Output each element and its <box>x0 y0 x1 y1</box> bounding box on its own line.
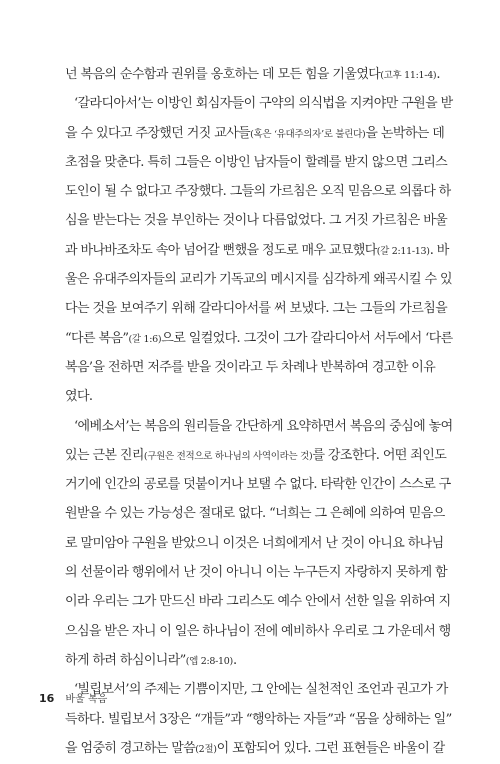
text-line <box>65 587 451 616</box>
text-line <box>65 441 447 470</box>
line-text: 심을 받는다는 것을 부인하는 것이나 다름없었다. 그 거짓 가르침은 바울 <box>65 213 448 229</box>
text-line <box>65 412 453 441</box>
text-line <box>65 236 449 265</box>
running-title: 바울 복음 <box>65 694 108 705</box>
text-line <box>65 705 452 734</box>
page-number: 16 <box>39 692 55 705</box>
line-text: 하게 하려 하심이니라” <box>65 652 186 668</box>
text-line <box>65 617 451 646</box>
line-text: 초점을 맞춘다. 특히 그들은 이방인 남자들이 할례를 받지 않으면 그리스 <box>65 154 448 170</box>
line-text: 이라 우리는 그가 만드신 바라 그리스도 예수 안에서 선한 일을 위하여 지 <box>65 594 451 610</box>
line-text: 도인이 될 수 없다고 주장했다. 그들의 가르침은 오직 믿음으로 의롭다 하 <box>65 184 451 200</box>
line-text-continued: . <box>436 67 440 82</box>
line-annotation: (고후 11:1-4) <box>380 70 437 81</box>
line-text: 득하다. 빌립보서 3장은 “개들”과 “행악하는 자들”과 “몸을 상해하는 일” <box>65 711 452 727</box>
text-line <box>65 60 440 89</box>
text-line <box>65 89 453 118</box>
line-text: 의 선물이라 행위에서 난 것이 아니니 이는 누구든지 자랑하지 못하게 함 <box>65 565 448 581</box>
line-annotation: (갈 1:6) <box>128 333 162 345</box>
line-text: 으심을 받은 자니 이 일은 하나님이 전에 예비하사 우리로 그 가운데서 행 <box>65 623 451 639</box>
line-text-continued: 이 포함되어 있다. 그런 표현들은 바울이 갈 <box>216 740 445 756</box>
line-text: “다른 복음” <box>65 330 129 346</box>
text-line <box>65 148 448 177</box>
line-annotation: (혹은 ‘유대주의자’로 불린다) <box>250 128 366 140</box>
line-text-continued: . <box>232 652 237 668</box>
line-text: 울은 유대주의자들의 교리가 기독교의 메시지를 심각하게 왜곡시킬 수 있 <box>65 272 452 288</box>
text-line <box>65 470 451 499</box>
line-text: 복음’을 전하면 저주를 받을 것이라고 두 차례나 반복하여 경고한 이유 <box>65 359 436 375</box>
text-line <box>65 265 452 294</box>
line-text-continued: . 바 <box>429 242 449 258</box>
line-text: 원받을 수 있는 가능성은 절대로 없다. “너희는 그 은혜에 의하여 믿음으 <box>65 506 445 522</box>
text-line <box>65 675 448 704</box>
text-line <box>65 177 451 206</box>
text-line <box>65 206 448 235</box>
text-line <box>65 529 444 558</box>
line-text: ‘에베소서’는 복음의 원리들을 간단하게 요약하면서 복음의 중심에 놓여 <box>74 418 453 434</box>
page-body <box>65 60 453 763</box>
line-text: 을 엄중히 경고하는 말씀 <box>65 740 196 756</box>
line-text-continued: 를 강조한다. 어떤 죄인도 <box>312 447 447 463</box>
line-text: 거기에 인간의 공로를 덧붙이거나 보탤 수 없다. 타락한 인간이 스스로 구 <box>65 477 451 493</box>
text-line <box>65 324 453 353</box>
line-text: 였다. <box>65 389 93 405</box>
text-line <box>65 734 445 763</box>
page-footer <box>39 690 107 705</box>
text-line <box>65 499 445 528</box>
line-text: 로 말미암아 구원을 받았으니 이것은 너희에게서 난 것이 아니요 하나님 <box>65 535 444 551</box>
line-text: 넌 복음의 순수함과 권위를 옹호하는 데 모든 힘을 기울였다 <box>65 67 381 82</box>
text-line <box>65 646 433 675</box>
line-annotation: (2절) <box>195 743 217 755</box>
line-text: ‘빌립보서’의 주제는 기쁨이지만, 그 안에는 실천적인 조언과 권고가 가 <box>74 682 448 698</box>
line-text: 있는 근본 진리 <box>65 447 144 463</box>
text-line <box>65 382 433 411</box>
line-text: ‘갈라디아서’는 이방인 회심자들이 구약의 의식법을 지켜야만 구원을 받 <box>74 96 453 112</box>
text-line <box>65 353 436 382</box>
line-text: 다는 것을 보여주기 위해 갈라디아서를 써 보냈다. 그는 그들의 가르침을 <box>65 301 448 317</box>
text-line <box>65 119 445 148</box>
line-annotation: (엡 2:8-10) <box>185 655 233 667</box>
line-text-continued: 으로 일컬었다. 그것이 그가 갈라디아서 서두에서 ‘다른 <box>161 330 453 346</box>
line-annotation: (갈 2:11-13) <box>376 245 430 257</box>
line-annotation: (구원은 전적으로 하나님의 사역이라는 것) <box>143 450 313 462</box>
text-line <box>65 294 448 323</box>
text-line <box>65 558 448 587</box>
line-text: 을 수 있다고 주장했던 거짓 교사들 <box>65 125 251 141</box>
line-text-continued: 을 논박하는 데 <box>365 125 445 141</box>
line-text: 과 바나바조차도 속아 넘어갈 뻔했을 정도로 매우 교묘했다 <box>65 242 377 258</box>
